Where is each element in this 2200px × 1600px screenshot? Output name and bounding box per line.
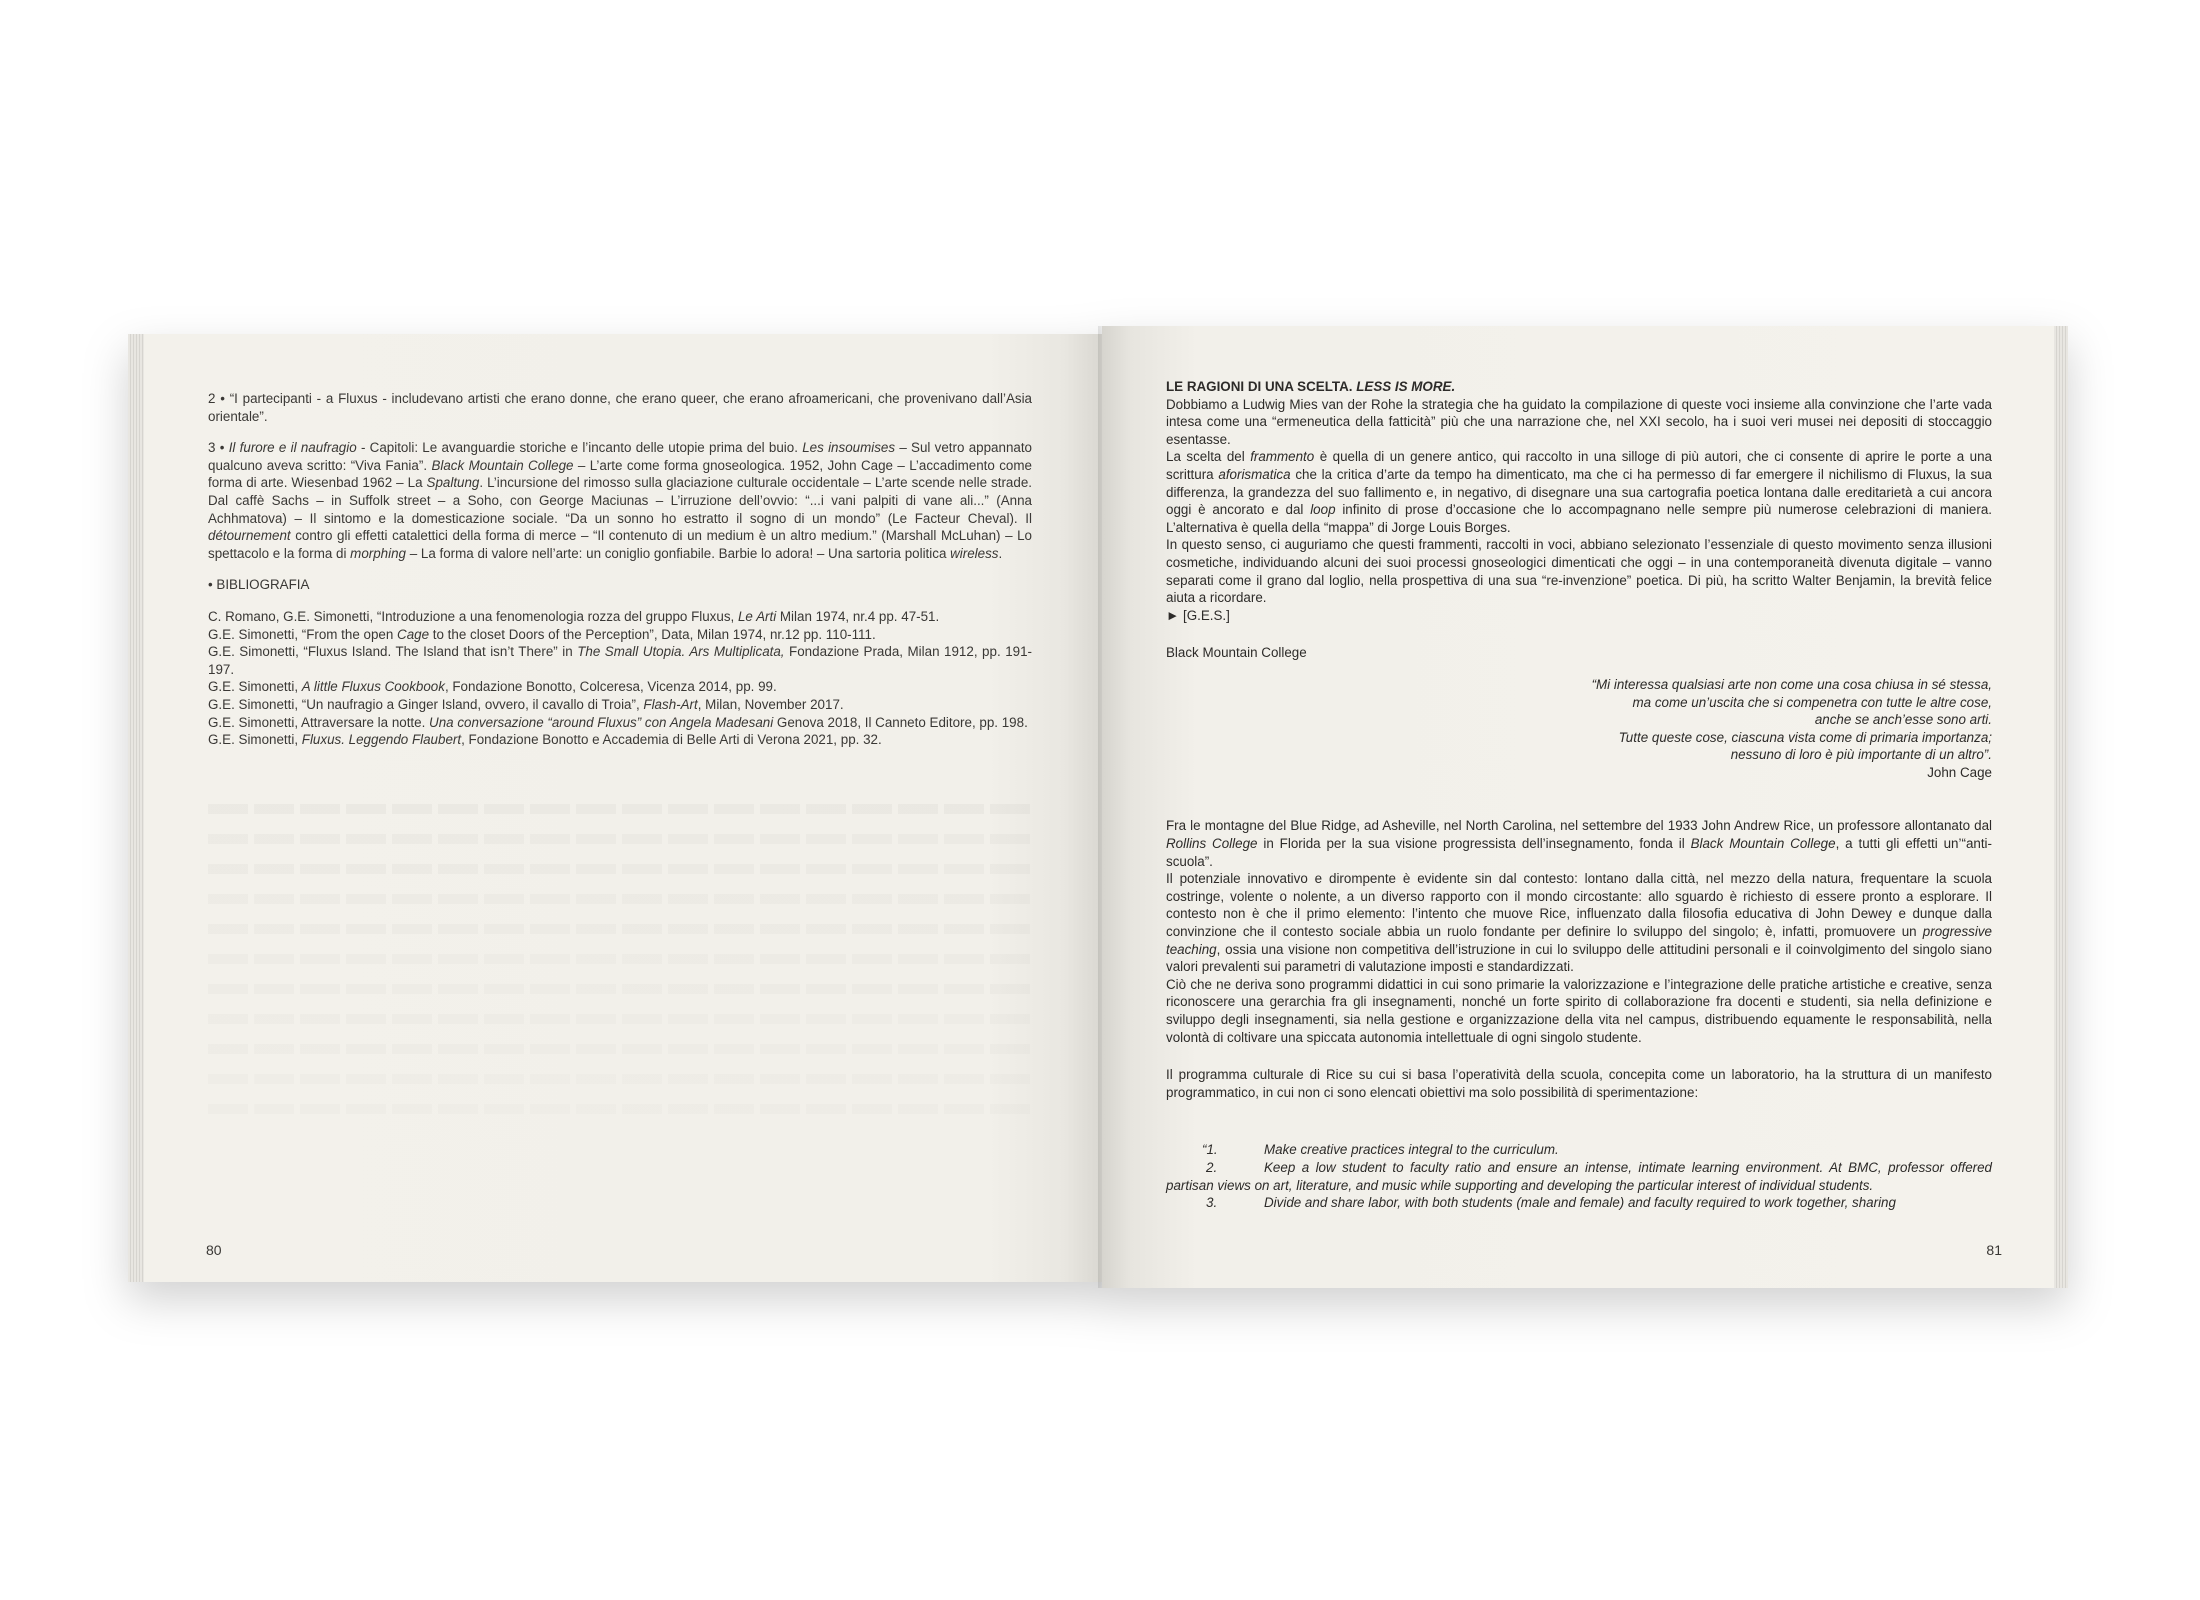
footnote-text: – Sul vetro appannato qualcuno aveva scritto: “Viva Fania”.	[208, 440, 1032, 473]
footnote-emphasis: Black Mountain College	[431, 457, 574, 473]
show-through	[208, 804, 1032, 814]
author-signature: ► [G.E.S.]	[1166, 607, 1230, 623]
intro-paragraph: Dobbiamo a Ludwig Mies van der Rohe la strategia che ha guidato la compilazione di queste voci insieme alla convinzione che l’arte vada intesa come una “ermeneutica della fatticità” più che una narrazione che, nel XXI secolo, ha i suoi veri musei nei depositi di stoccaggio esentasse.	[1166, 396, 1992, 447]
program-item: 2. Keep a low student to faculty ratio and ensure an intense, intimate learning environment. At BMC, professor offered partisan views on art, literature, and music while supporting and developing the particular interest of individual students.	[1166, 1159, 1992, 1193]
bibliography-entry: G.E. Simonetti, “From the open Cage to the closet Doors of the Perception”, Data, Milan 1974, nr.12 pp. 110-111.	[208, 626, 876, 642]
bibliography-entry: C. Romano, G.E. Simonetti, “Introduzione a una fenomenologia rozza del gruppo Fluxus, Le Arti Milan 1974, nr.4 pp. 47-51.	[208, 608, 940, 624]
quote-author: John Cage	[1927, 764, 1992, 780]
show-through	[208, 924, 1032, 934]
program-item: 3. Divide and share labor, with both students (male and female) and faculty required to work together, sharing	[1206, 1195, 1896, 1211]
left-page-text	[208, 390, 1032, 749]
footnote-emphasis: Spaltung	[426, 475, 480, 491]
bmc-heading: Black Mountain College	[1166, 645, 1307, 661]
page-number-left: 80	[206, 1242, 222, 1258]
right-page-text	[1166, 378, 1992, 1212]
page-edges-left	[128, 334, 144, 1282]
program-list	[1166, 1141, 1992, 1211]
footnote-emphasis: morphing	[350, 545, 406, 561]
footnote-emphasis: détournement	[208, 528, 291, 544]
cage-quote-line: Tutte queste cose, ciascuna vista come di primaria importanza;	[1618, 729, 1992, 745]
show-through	[208, 864, 1032, 874]
page-edges-right	[2054, 326, 2068, 1288]
bibliography-entry: G.E. Simonetti, A little Fluxus Cookbook, Fondazione Bonotto, Colceresa, Vicenza 2014, pp. 99.	[208, 679, 777, 695]
footnote-text: – La forma di valore nell’arte: un coniglio gonfiabile. Barbie lo adora! – Una sartoria politica	[406, 545, 951, 561]
sense-paragraph: In questo senso, ci auguriamo che questi frammenti, raccolti in voci, abbiano selezionato l’essenziale di questo movimento senza illusioni cosmetiche, individuando alcuni dei suoi processi gnoseologici dimenticati che oggi – in una contemporaneità divenuta digitale – vanno separati come il grano dal loglio, nella prospettiva di una sua “re-invenzione” poetica. Di più, ha scritto Walter Benjamin, la brevità felice aiuta a ricordare.	[1166, 537, 1992, 606]
show-through	[208, 1104, 1032, 1114]
right-page	[1102, 326, 2054, 1288]
program-item: “1. Make creative practices integral to the curriculum.	[1202, 1142, 1559, 1158]
footnote-title: Il furore e il naufragio	[228, 440, 357, 456]
show-through	[208, 954, 1032, 964]
left-page	[144, 334, 1102, 1282]
page-number-right: 81	[1986, 1242, 2002, 1258]
footnote-text: .	[998, 545, 1003, 561]
footnote-text: . L’incursione del rimosso sulla glaciazione culturale occidentale – L’arte scende nelle strade. Dal caffè Sachs – in Suffolk street – a Soho, con George Maciunas – L’irruzione dell’ovvio: “...i vani palpiti di vane ali...” (Anna Achhmatova) – Il sintomo e la domesticazione sociale. “Da un sonno ho estratto il sogno di un mondo” (Le Facteur Cheval). Il	[208, 475, 1032, 526]
show-through	[208, 894, 1032, 904]
show-through	[208, 1014, 1032, 1024]
cage-quote-line: anche se anch’esse sono arti.	[1814, 712, 1992, 728]
show-through	[208, 1074, 1032, 1084]
show-through	[208, 984, 1032, 994]
bibliography-list	[208, 608, 1032, 749]
rice-paragraph: Fra le montagne del Blue Ridge, ad Asheville, nel North Carolina, nel settembre del 1933 John Andrew Rice, un professore allontanato dal Rollins College in Florida per la sua visione progressista dell’insegnamento, fonda il Black Mountain College, a tutti gli effetti un’“anti-scuola”.	[1166, 818, 1992, 869]
footnote-number: 2 •	[208, 391, 225, 406]
footnote-2	[208, 390, 1032, 425]
potential-paragraph: Il potenziale innovativo e dirompente è evidente sin dal contesto: lontano dalla città, nel mezzo della natura, frequentare la scuola costringe, volente o nolente, a un diverso rapporto con il mondo circostante: allo sguardo è richiesto di essere pronto a esplorare. Il contesto non è che il primo elemento: l’intento che muove Rice, influenzato dalla filosofia educativa di John Dewey e dunque dalla convinzione che il contesto sociale abbia un ruolo fondante per definire lo sviluppo del singolo; è, infatti, promuovere un progressive teaching, ossia una visione non competitiva dell’istruzione in cui lo sviluppo delle attitudini personali e il coinvolgimento del singolo siano valori prevalenti sui parametri di valutazione imposti e standardizzati.	[1166, 871, 1992, 975]
footnote-text: “I partecipanti - a Fluxus - includevano artisti che erano donne, che erano queer, che erano afroamericani, che provenivano dall’Asia orientale”.	[208, 391, 1032, 424]
bibliography-entry: G.E. Simonetti, Attraversare la notte. Una conversazione “around Fluxus” con Angela Madesani Genova 2018, Il Canneto Editore, pp. 198.	[208, 714, 1028, 730]
cage-quote-line: “Mi interessa qualsiasi arte non come una cosa chiusa in sé stessa,	[1591, 676, 1992, 692]
section-title: LE RAGIONI DI UNA SCELTA. LESS IS MORE.	[1166, 379, 1456, 394]
bibliography-entry: G.E. Simonetti, “Un naufragio a Ginger Island, ovvero, il cavallo di Troia”, Flash-Art, Milan, November 2017.	[208, 696, 844, 712]
footnote-number: 3 •	[208, 440, 225, 456]
footnote-text: – L’arte come forma gnoseologica. 1952, John Cage – L’accadimento come forma di arte. Wiesenbad 1962 – La	[208, 457, 1032, 491]
book-spread	[128, 326, 2068, 1288]
footnote-emphasis: wireless	[950, 545, 999, 561]
programs-paragraph: Ciò che ne deriva sono programmi didattici in cui sono primarie la valorizzazione e l’integrazione delle pratiche artistiche e creative, senza riconoscere una gerarchia fra gli insegnamenti, nonché un forte spirito di collaborazione fra docenti e studenti, sia nella definizione e sviluppo degli insegnamenti, sia nella gestione e organizzazione della vita nel campus, distribuendo equamente le responsabilità, nella volontà di coltivare una spiccata autonomia intellettuale di ogni singolo studente.	[1166, 976, 1992, 1045]
bibliography-entry: G.E. Simonetti, Fluxus. Leggendo Flaubert, Fondazione Bonotto e Accademia di Belle Arti di Verona 2021, pp. 32.	[208, 732, 882, 748]
footnote-emphasis: Les insoumises	[802, 440, 896, 456]
footnote-text: - Capitoli: Le avanguardie storiche e l’incanto delle utopie prima del buio.	[356, 440, 803, 456]
bibliography-heading: • BIBLIOGRAFIA	[208, 577, 310, 593]
cage-quote-line: nessuno di loro è più importante di un altro”.	[1730, 747, 1992, 763]
footnote-text: contro gli effetti catalettici della forma di merce – “Il contenuto di un medium è un altro medium.” (Marshall McLuhan) – Lo spettacolo e la forma di	[208, 528, 1032, 561]
cage-quote-line: ma come un’uscita che si compenetra con tutte le altre cose,	[1632, 694, 1992, 710]
bibliography-entry: G.E. Simonetti, “Fluxus Island. The Island that isn’t There” in The Small Utopia. Ars Multiplicata, Fondazione Prada, Milan 1912, pp. 191-197.	[208, 644, 1032, 677]
fragment-paragraph: La scelta del frammento è quella di un genere antico, qui raccolto in una silloge di più autori, che ci consente di aprire le porte a una scrittura aforismatica che la critica d’arte da tempo ha dimenticato, ma che ci ha permesso di far emergere il nichilismo di Fluxus, la sua differenza, la grandezza del suo fallimento e, in negativo, di disegnare una sua cartografia poetica lontana dalle ereditarietà a cui ancora oggi è ancorato e dal loop infinito di prose d’occasione che lo accompagnano nelle sempre più numerose celebrazioni di maniera. L’alternativa è quella della “mappa” di Jorge Louis Borges.	[1166, 449, 1992, 535]
show-through	[208, 834, 1032, 844]
footnote-3	[208, 439, 1032, 562]
show-through	[208, 1044, 1032, 1054]
manifesto-paragraph: Il programma culturale di Rice su cui si basa l’operatività della scuola, concepita come un laboratorio, ha la struttura di un manifesto programmatico, in cui non ci sono elencati obiettivi ma solo possibilità di sperimentazione:	[1166, 1067, 1992, 1100]
